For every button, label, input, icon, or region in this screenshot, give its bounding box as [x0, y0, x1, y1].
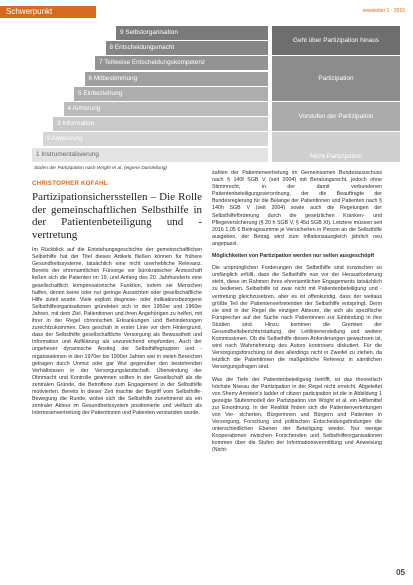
section-label: Schwerpunkt	[6, 7, 53, 16]
article-column-right	[212, 170, 382, 460]
page-number: 05	[396, 568, 405, 577]
stair-step: 1 Instrumentalisierung	[32, 148, 268, 162]
stair-step: 2 Anweisung	[43, 132, 269, 146]
stair-step: 8 Entscheidungsmacht	[106, 41, 269, 55]
figure-caption: Stufen der Partizipation nach Wright et al. (eigene Darstellung)	[34, 166, 168, 171]
subheading: Möglichkeiten von Partizipation werden nur selten ausgeschöpft	[212, 253, 375, 260]
stair-step: 5 Einbeziehung	[74, 87, 268, 101]
body-paragraph: Im Rückblick auf die Entstehungsgeschichte der gemeinschaftlichen Selbsthilfe hat der Titel dieses Artikels fließen können für frühere Gesundheitssysteme, tatsächlich eine nicht unerhebliche Relevanz. Bereits der ehrenamtlichen Fürsorge vor bürokratischer Ärzteschaft ließen sich die Patienten im 19. und Anfang des 20. Jahrhunderts eine gesellschaftlich kompensatorische Funktion, indem sie Menschen halfen, denen keine oder nur geringe Aussichten oder gesellschaftliche Hilfe zuteil wurde. Viele explizit diagnose- oder indikationsbezogene Selbsthilfeorganisationen gründeten sich in den 1950er und 1960er Jahren, mit dem Ziel, Patientinnen und ihren Angehörigen zu helfen, mit ihrer in der Regel chronischen Erkrankungen und Behinderungen zurechtzukommen. Dies geschah in erster Linie vor dem Hintergrund, dass der Selbsthilfe gesellschaftliche Versorgung als Bewusstheit und Information und Aufklärung als unzureichend empfunden. Auch der ungeheuer dynamische Anstieg der Selbsthilfegruppen und -organisationen in den 1970er bis 1990er Jahren war in vielen Bereichen getragen durch Unmut oder gar Wut gegenüber den bestehenden Verhältnissen in der Versorgungslandschaft. Überwindung der Ohnmacht und Kontrolle gewinnen sollten in der Gesellschaft als die zentralen Gründe, die Betroffene zum Engagement in der Selbsthilfe motivierten. Bereits in dieser Zeit machte der Begriff vom Selbsthilfe-Bewegung die Runde, wobei sich die Selbsthilfe zunehmend als ein zentraler Akteur im Gesundheitssystem positionierte und vielfach als Interessenvertretung der Patientinnen und Patienten verstanden wurde.	[32, 247, 202, 417]
participation-band: Geht über Partizipation hinaus	[272, 26, 400, 55]
participation-band: Partizipation	[272, 56, 400, 100]
stair-step: 3 Information	[53, 117, 268, 131]
participation-stairs-figure	[32, 26, 400, 164]
participation-band: Nicht-Partizipation	[272, 132, 400, 161]
page-header	[0, 0, 413, 22]
stair-step: 4 Anhörung	[64, 102, 269, 116]
article-author: CHRISTOPHER KOFAHL	[32, 180, 108, 187]
issue-label: newsletter 1 · 2015	[362, 8, 405, 14]
article-column-left	[32, 180, 202, 422]
stair-step: 7 Teilweise Entscheidungskompetenz	[95, 56, 268, 70]
body-paragraph: Was die Tiefe der Patientenbeteiligung betrifft, ist das theoretisch höchste Niveau der Partizipation in der Regel nicht erreicht. Abgeleitet von Sherry Arnstein's ladder of citizen participation ist die in Abbildung 1 gezeigte Stufenmodell der Partizipation von Wright et al. ein Hilfsmittel zur Einordnung. In der Realität finden sich die Patientenvertretungen von Ver- sicherten, Bürgerinnen und Bürgern und Patienten in Versorgung, Forschung und politischen Entscheidungsfindungen die unterschiedlichen Ebenen der Beteiligung wieder. Nur wenige Kooperationen zwischen Forschenden und Selbsthilfeorganisationen kommen über die Stufen der Informationsvermittlung und Anweisung (Nicht-	[212, 376, 382, 454]
stair-step: 9 Selbstorganisation	[116, 26, 268, 40]
stair-step: 6 Mitbestimmung	[85, 72, 269, 86]
body-paragraph: Die ursprünglichen Forderungen der Selbsthilfe sind inzwischen so umfänglich erfüllt, dass die Selbsthilfe nun vor der Herausforderung steht, diese im Rahmen ihres ehrenamtlichen Engagements tatsächlich zu bedienen. Selbsthilfe ist zwar nicht mit Patientenbeteiligung und -vertretung gleichzusetzen, aber es ist offenkundig, dass der weitaus größte Teil der Patientenvertretenden der Selbsthilfe entspringt. Denn sie sind in der Regel die einzigen Akteure, die sich als spezifische Fürsprecher auf der Suche nach Patientinnen zur Einbindung in ihre Studien sind. Hinzu kommen die Gremien der Gesundheitsberichterstattung, der Leitlinienerstellung und weitere Kommissionen. Ob die Selbsthilfe diesen Anforderungen gewachsen ist, wird nach Wahrnehmung des Autors kontrovers diskutiert. Für die Versorgungsforschung ist dies allerdings nicht in Zweifel zu ziehen, da letztlich die Patientinnen die maßgebliche Referenz in sämtlichen Versorgungsfragen sind.	[212, 265, 382, 371]
participation-band: Vorstufen der Partizipation	[272, 102, 400, 131]
body-paragraph: zahlen der Patientenvertretung im Gemeinsamen Bundesausschuss nach § 140f SGB V (seit 2004) mit Beratungsrecht, jedoch ohne Stimmrecht, in der damit verbundenen Patientenbeteiligungsverordnung, der die Beauftragte der Bundesregierung für die Belange der Patientinnen und Patienten nach § 140h SGB V (seit 2004) sowie auch die Regelungen der Selbsthilfeförderung durch die gesetzlichen Kranken- und Pflegeversicherung (§ 20 h SGB V, § 45d SGB XI). Letztere müssen seit 2016 1,05 € Beitragssumme je Versicherten in Person an die Selbsthilfe ausgeben, der Betrag wird zum Inflationsausgleich jährlich neu angepasst.	[212, 170, 382, 247]
article-title: Partizipationsichersstellen – Die Rolle der gemeinschaftlichen Selbsthilfe in der Patientenbeteiligung und -vertretung	[32, 191, 202, 241]
